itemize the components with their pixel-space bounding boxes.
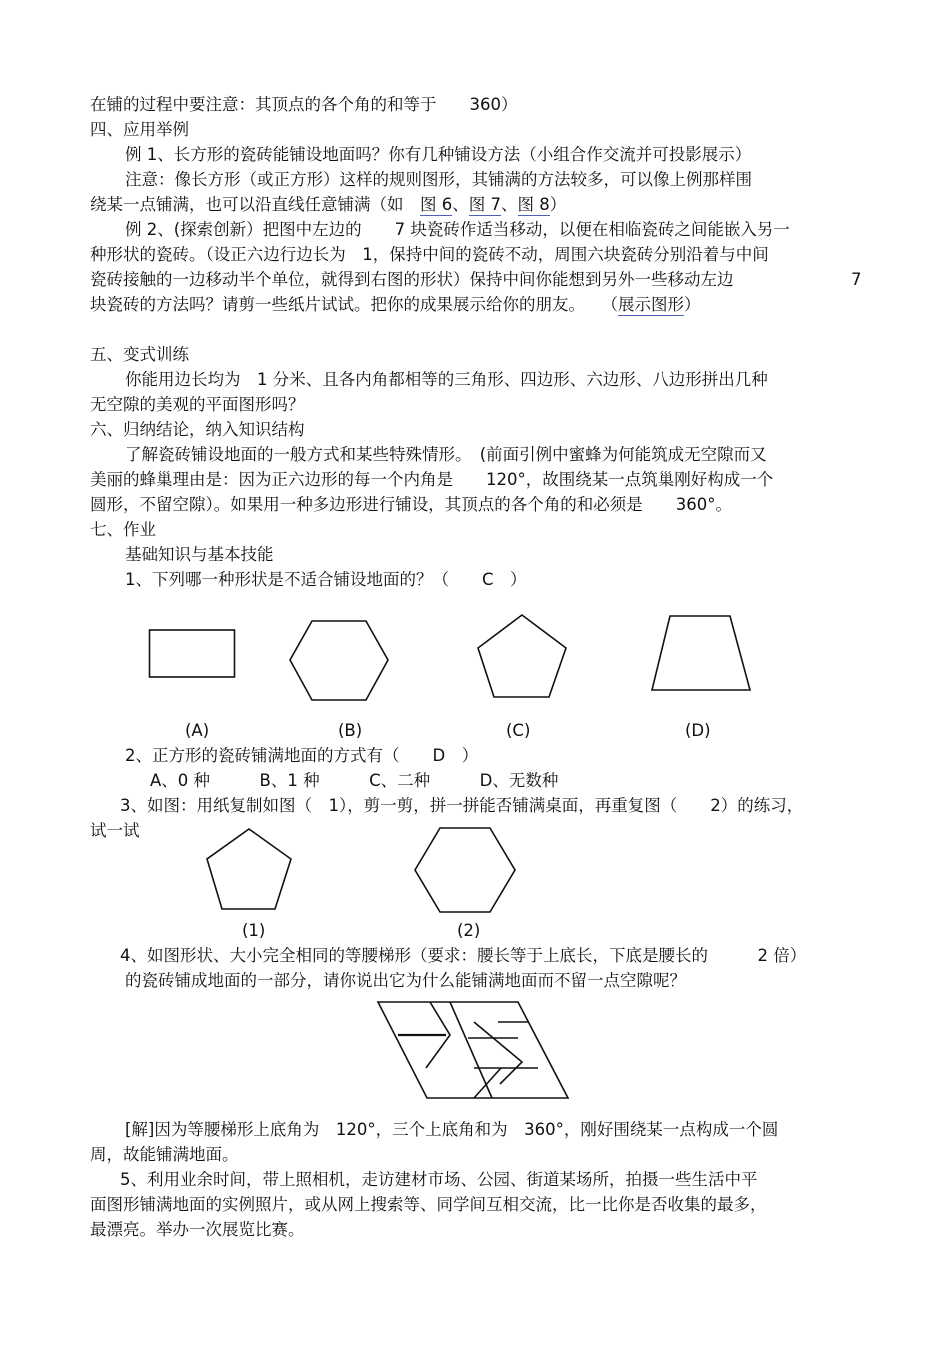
text-line: 基础知识与基本技能 [125, 545, 274, 564]
pentagon-figure-1 [207, 829, 291, 909]
text-run: 块瓷砖的方法吗？请剪一些纸片试试。把你的成果展示给你的朋友。 （ [90, 295, 618, 314]
text-run: ） [684, 295, 701, 314]
solution: [解]因为等腰梯形上底角为 120°，三个上底角和为 360°，刚好围绕某一点构成一个圆 [125, 1120, 779, 1139]
question-3: 3、如图：用纸复制如图（ 1），剪一剪，拼一拼能否铺满桌面，再重复图（ 2）的练习， [120, 796, 804, 815]
text-line: 面图形铺满地面的实例照片，或从网上搜索等、同学间互相交流，比一比你是否收集的最多， [90, 1195, 767, 1214]
trapezoid-tiling [378, 1002, 568, 1098]
text-line: 例 2、(探索创新）把图中左边的 7 块瓷砖作适当移动，以便在相临瓷砖之间能嵌入另一 [125, 220, 790, 239]
question-1: 1、下列哪一种形状是不适合铺设地面的？（ C ） [125, 570, 527, 589]
trapezoid-shape [652, 616, 750, 690]
text-line: 周，故能铺满地面。 [90, 1145, 239, 1164]
question-5: 5、利用业余时间，带上照相机，走访建材市场、公园、街道某场所，拍摄一些生活中平 [120, 1170, 758, 1189]
section-heading: 六、归纳结论，纳入知识结构 [90, 420, 305, 439]
question-2: 2、正方形的瓷砖铺满地面的方式有（ D ） [125, 746, 479, 765]
option-label-c: (C) [506, 721, 531, 740]
text-line: 在铺的过程中要注意：其顶点的各个角的和等于 360） [90, 95, 518, 114]
text-line: 注意：像长方形（或正方形）这样的规则图形，其铺满的方法较多，可以像上例那样围 [125, 170, 752, 189]
option-label-a: (A) [185, 721, 210, 740]
question-4: 4、如图形状、大小完全相同的等腰梯形（要求：腰长等于上底长，下底是腰长的 2 倍） [120, 946, 807, 965]
text-line: 例 1、长方形的瓷砖能铺设地面吗？你有几种铺设方法（小组合作交流并可投影展示） [125, 145, 752, 164]
text-line: 试一试 [90, 821, 140, 840]
text-line: 了解瓷砖铺设地面的一般方式和某些特殊情形。 (前面引例中蜜蜂为何能筑成无空隙而又 [125, 445, 767, 464]
figure-7-link[interactable]: 图 7 [468, 195, 501, 214]
question-2-options: A、0 种 B、1 种 C、二种 D、无数种 [150, 771, 559, 790]
hexagon-shape [290, 621, 388, 700]
hexagon-figure-2 [415, 828, 515, 912]
text-line: 美丽的蜂巢理由是：因为正六边形的每一个内角是 120°，故围绕某一点筑巢刚好构成一个 [90, 470, 774, 489]
figure-label-2: (2) [457, 921, 481, 940]
figure-label-1: (1) [242, 921, 266, 940]
pentagon-shape [478, 615, 566, 697]
text-line: 你能用边长均为 1 分米、且各内角都相等的三角形、四边形、六边形、八边形拼出几种 [125, 370, 768, 389]
text-run: 绕某一点铺满，也可以沿直线任意铺满（如 [90, 195, 420, 214]
text-line: 种形状的瓷砖。（设正六边行边长为 1，保持中间的瓷砖不动，周围六块瓷砖分别沿着与中间 [90, 245, 769, 264]
text-line: 的瓷砖铺成地面的一部分，请你说出它为什么能铺满地面而不留一点空隙呢？ [125, 971, 686, 990]
text-line: 瓷砖接触的一边移动半个单位，就得到右图的形状）保持中间你能想到另外一些移动左边 [90, 270, 734, 289]
text-line: 7 [851, 270, 862, 289]
section-heading: 五、变式训练 [90, 345, 189, 364]
show-figure-link[interactable]: 展示图形 [618, 295, 684, 314]
text-line: 最漂亮。举办一次展览比赛。 [90, 1220, 305, 1239]
separator: 、 [501, 195, 518, 214]
option-label-b: (B) [338, 721, 363, 740]
figure-8-link[interactable]: 图 8 [517, 195, 550, 214]
section-heading: 四、应用举例 [90, 120, 189, 139]
text-line: 圆形，不留空隙）。如果用一种多边形进行铺设，其顶点的各个角的和必须是 360°。 [90, 495, 732, 514]
separator: 、 [452, 195, 469, 214]
figure-6-link[interactable]: 图 6 [420, 195, 453, 214]
text-run: ） [549, 195, 567, 214]
section-heading: 七、作业 [90, 520, 156, 539]
rectangle-shape [150, 630, 235, 677]
option-label-d: (D) [685, 721, 711, 740]
text-line: 无空隙的美观的平面图形吗？ [90, 395, 305, 414]
